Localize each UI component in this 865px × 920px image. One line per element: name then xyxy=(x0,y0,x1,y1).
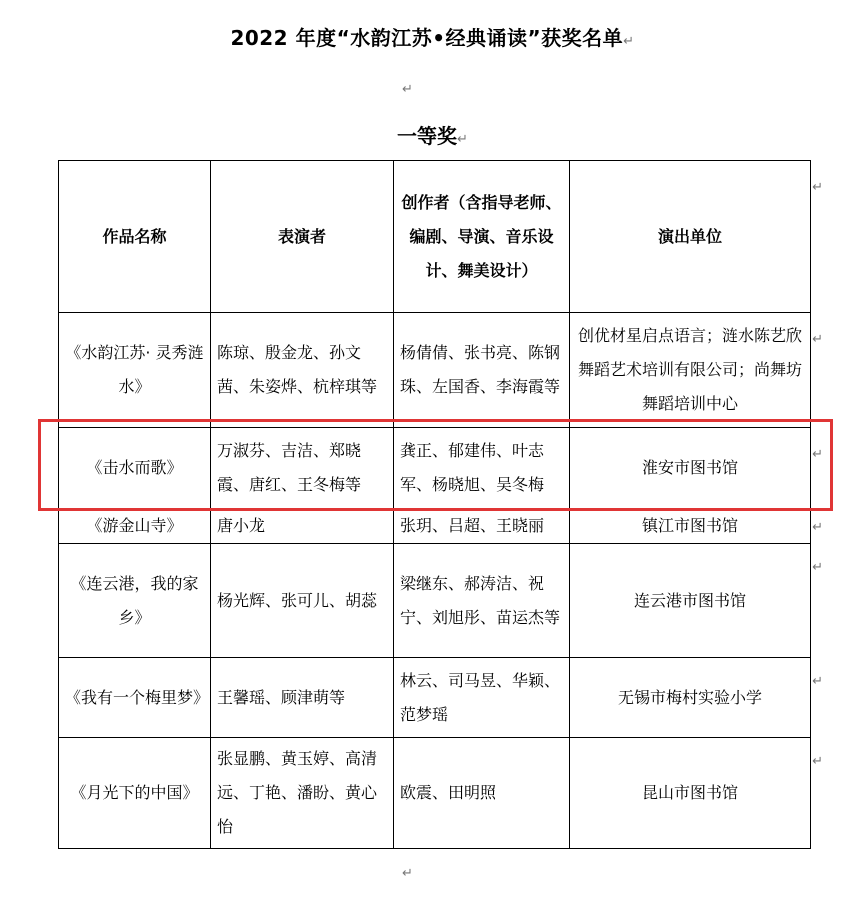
cell-performers: 陈琼、殷金龙、孙文茜、朱姿烨、杭梓琪等 xyxy=(211,313,394,428)
document-title xyxy=(0,22,865,51)
cell-creators: 龚正、郁建伟、叶志军、杨晓旭、吴冬梅 xyxy=(394,428,570,509)
cell-work: 《游金山寺》 xyxy=(59,509,211,544)
table-row xyxy=(59,428,811,509)
cell-performers: 杨光辉、张可儿、胡蕊 xyxy=(211,544,394,658)
paragraph-mark: ↵ xyxy=(402,866,413,881)
table-header-row xyxy=(59,161,811,313)
header-unit: 演出单位 xyxy=(570,161,811,313)
row-end-mark: ↵ xyxy=(812,520,823,535)
header-creators: 创作者（含指导老师、编剧、导演、音乐设计、舞美设计） xyxy=(394,161,570,313)
row-end-mark: ↵ xyxy=(812,447,823,462)
cell-work: 《连云港，我的家乡》 xyxy=(59,544,211,658)
cell-work: 《击水而歌》 xyxy=(59,428,211,509)
row-end-mark: ↵ xyxy=(812,180,823,195)
cell-work: 《我有一个梅里梦》 xyxy=(59,658,211,738)
cell-work: 《水韵江苏· 灵秀涟水》 xyxy=(59,313,211,428)
header-work: 作品名称 xyxy=(59,161,211,313)
paragraph-mark: ↵ xyxy=(457,132,468,147)
paragraph-mark: ↵ xyxy=(402,82,413,97)
section-title xyxy=(0,120,865,149)
cell-unit: 创优材星启点语言；涟水陈艺欣舞蹈艺术培训有限公司；尚舞坊舞蹈培训中心 xyxy=(570,313,811,428)
cell-unit: 连云港市图书馆 xyxy=(570,544,811,658)
row-end-mark: ↵ xyxy=(812,754,823,769)
header-performers: 表演者 xyxy=(211,161,394,313)
cell-creators: 张玥、吕超、王晓丽 xyxy=(394,509,570,544)
document-title-text: 2022 年度“水韵江苏•经典诵读”获奖名单 xyxy=(230,26,624,50)
table-row xyxy=(59,738,811,849)
row-end-mark: ↵ xyxy=(812,332,823,347)
cell-unit: 无锡市梅村实验小学 xyxy=(570,658,811,738)
cell-creators: 林云、司马昱、华颖、范梦瑶 xyxy=(394,658,570,738)
cell-creators: 杨倩倩、张书亮、陈钢珠、左国香、李海霞等 xyxy=(394,313,570,428)
cell-unit: 昆山市图书馆 xyxy=(570,738,811,849)
table-row xyxy=(59,544,811,658)
paragraph-mark: ↵ xyxy=(623,34,635,49)
cell-unit: 淮安市图书馆 xyxy=(570,428,811,509)
cell-unit: 镇江市图书馆 xyxy=(570,509,811,544)
cell-creators: 欧震、田明照 xyxy=(394,738,570,849)
section-title-text: 一等奖 xyxy=(397,124,458,148)
cell-creators: 梁继东、郝涛洁、祝宁、刘旭彤、苗运杰等 xyxy=(394,544,570,658)
cell-performers: 王馨瑶、顾津萌等 xyxy=(211,658,394,738)
cell-performers: 唐小龙 xyxy=(211,509,394,544)
cell-performers: 万淑芬、吉洁、郑晓霞、唐红、王冬梅等 xyxy=(211,428,394,509)
cell-performers: 张显鹏、黄玉婷、高清远、丁艳、潘盼、黄心怡 xyxy=(211,738,394,849)
table-row xyxy=(59,658,811,738)
award-table xyxy=(58,160,811,849)
row-end-mark: ↵ xyxy=(812,560,823,575)
cell-work: 《月光下的中国》 xyxy=(59,738,211,849)
row-end-mark: ↵ xyxy=(812,674,823,689)
table-row xyxy=(59,313,811,428)
table-row xyxy=(59,509,811,544)
